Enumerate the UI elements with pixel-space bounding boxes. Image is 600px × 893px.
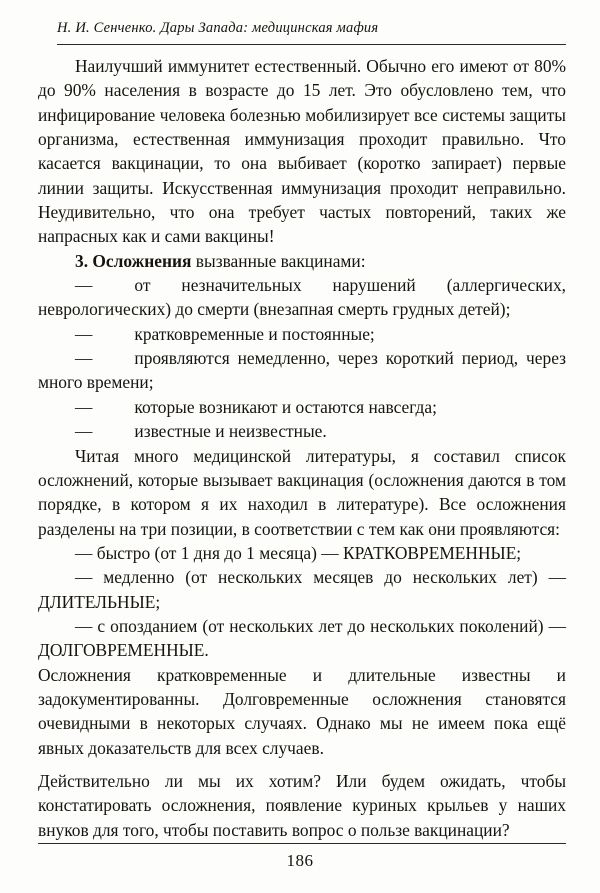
dash-line-text: — медленно (от нескольких месяцев до нескольких лет) — ДЛИТЕЛЬНЫЕ; — [38, 567, 566, 612]
page-body — [38, 54, 566, 842]
paragraph — [38, 769, 566, 842]
paragraph-text: Наилучший иммунитет естественный. Обычно его имеют от 80% до 90% населения в возрасте до 15 лет. Это обусловлено тем, что инфицирование человека болезнью мобилизирует все системы защиты организма, естественная иммунизация проходит правильно. Что касается вакцинации, то она выбивает (коротко запирает) первые линии защиты. Искусственная иммунизация проходит неправильно. Неудивительно, что она требует частых повторений, таких же напрасных как и сами вакцины! — [38, 56, 566, 247]
dash-line-text: — с опозданием (от нескольких лет до нескольких поколений) — ДОЛГОВРЕМЕННЫЕ. — [38, 615, 566, 661]
dash-line-text: — быстро (от 1 дня до 1 месяца) — КРАТКОВРЕМЕННЫЕ; — [75, 542, 522, 563]
list-dash: — — [75, 275, 93, 296]
paragraph — [38, 54, 566, 249]
list-item-text: которые возникают и остаются навсегда; — [134, 396, 437, 417]
paragraph — [38, 444, 566, 541]
list-item-text: кратковременные и постоянные; — [134, 323, 375, 344]
paragraph-heading — [38, 249, 566, 273]
paragraph-text: вызванные вакцинами: — [191, 250, 366, 271]
list-item — [38, 419, 566, 443]
list-dash: — — [75, 323, 93, 344]
dash-line — [38, 541, 566, 565]
list-item — [38, 273, 566, 322]
footer-rule — [38, 843, 566, 844]
running-head-title: Н. И. Сенченко. Дары Запада: медицинская мафия — [57, 20, 379, 36]
list-item-text: известные и неизвестные. — [134, 421, 327, 442]
list-dash: — — [75, 348, 93, 369]
paragraph — [38, 663, 566, 760]
list-item — [38, 346, 566, 395]
list-item — [38, 322, 566, 346]
paragraph-text: Читая много медицинской литературы, я составил список осложнений, которые вызывает вакцинация (осложнения даются в том порядке, в котором я их находил в литературе). Все осложнения разделены на три позиции, в соответствии с тем как они проявляются: — [38, 445, 566, 539]
dash-line — [38, 565, 566, 614]
paragraph-text: Действительно ли мы их хотим? Или будем ожидать, чтобы констатировать осложнения, появление куриных крыльев у наших внуков для того, чтобы поставить вопрос о пользе вакцинации? — [38, 770, 566, 840]
paragraph-text: Осложнения кратковременные и длительные известны и задокументированны. Долговременные осложнения становятся очевидными в некоторых случаях. Однако мы не имеем пока ещё явных доказательств для всех случаев. — [38, 664, 566, 758]
dash-line — [38, 614, 566, 663]
list-item-text: от незначительных нарушений (аллергических, неврологических) до смерти (внезапная смерть грудных детей); — [38, 275, 566, 320]
list-dash: — — [75, 396, 93, 417]
list-item — [38, 395, 566, 419]
heading-bold-text: 3. Осложнения — [75, 250, 192, 271]
list-item-text: проявляются немедленно, через короткий период, через много времени; — [38, 348, 566, 393]
page-header — [57, 20, 566, 45]
page-number: 186 — [286, 851, 314, 870]
list-dash: — — [75, 421, 93, 442]
